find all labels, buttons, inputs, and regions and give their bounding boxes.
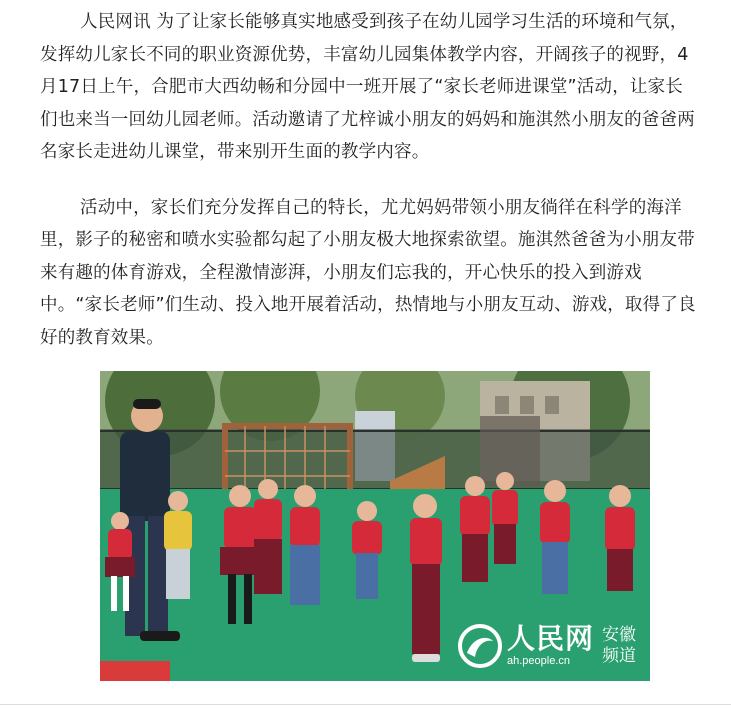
- bottom-divider: [0, 704, 731, 705]
- article-paragraph: 活动中，家长们充分发挥自己的特长，尤尤妈妈带领小朋友徜徉在科学的海洋里，影子的秘密和喷水实验都勾起了小朋友极大地探索欲望。施淇然爸爸为小朋友带来有趣的体育游戏，全程激情澎湃，小朋友们忘我的，开心快乐的投入到游戏中。“家长老师”们生动、投入地开展着活动，热情地与小朋友互动、游戏，取得了良好的教育效果。: [40, 197, 696, 348]
- watermark-region-line1: 安徽: [602, 625, 636, 645]
- watermark-name: 人民网: [506, 622, 594, 655]
- article-paragraph: 人民网讯 为了让家长能够真实地感受到孩子在幼儿园学习生活的环境和气氛，发挥幼儿家长不同的职业资源优势，丰富幼儿园集体教学内容，开阔孩子的视野，4月17日上午，合肥市大西幼畅和分园中一班开展了“家长老师进课堂”活动，让家长们也来当一回幼儿园老师。活动邀请了尤梓诚小朋友的妈妈和施淇然小朋友的爸爸两名家长走进幼儿课堂，带来别开生面的教学内容。: [40, 12, 695, 162]
- article-body: [40, 0, 700, 354]
- people-logo-icon: [457, 623, 503, 669]
- watermark-region: [602, 625, 636, 667]
- watermark: [457, 623, 636, 669]
- article-photo: [100, 371, 650, 681]
- watermark-region-line2: 频道: [602, 646, 636, 666]
- watermark-domain: ah.people.cn: [506, 655, 570, 667]
- watermark-text: [507, 624, 594, 668]
